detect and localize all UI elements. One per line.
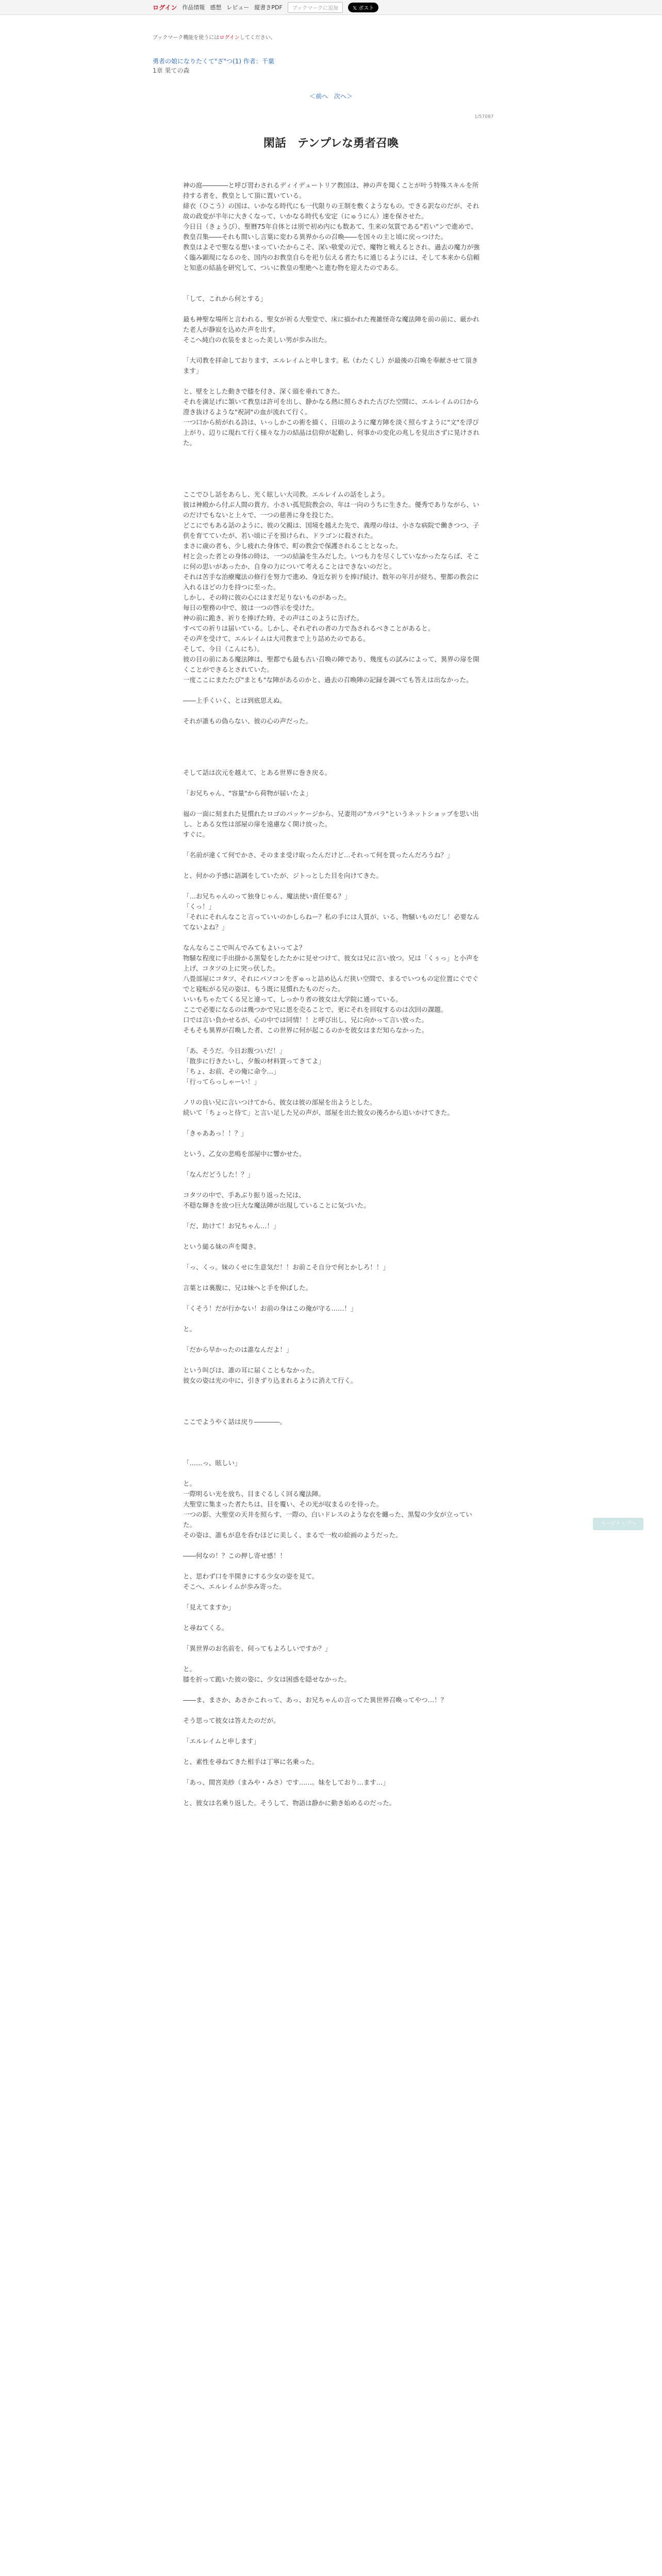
body-paragraph: しかし、その時に彼の心にはまだ足りないものがあった。 bbox=[183, 594, 351, 601]
body-paragraph: 一つ口から紡がれる詩は、いっしかこの術を描く、日頃のように魔方陣を淡く照らすように"文"を浮び上がり、辺りに現れて行く様々な力の結晶は信仰が起動し、何事かの変化の兆しを見出さずに晃けされた。 bbox=[183, 418, 480, 447]
paragraph-spacer bbox=[183, 1334, 482, 1345]
body-paragraph: どこにでもある話のように、彼の父親は、国境を越えた先で、義理の母は、小さな病院で働きつつ、子供を育てていたが、若い頃に子を預けられ、ドラゴンに殺された。 bbox=[183, 521, 479, 539]
paragraph-spacer bbox=[183, 1231, 482, 1242]
body-paragraph: と。 bbox=[183, 1325, 196, 1333]
body-paragraph: その声を受けて、エルレイムは大司教まで上り詰めたのである。 bbox=[183, 635, 370, 642]
x-post-button[interactable]: 𝕏 ポスト bbox=[348, 3, 378, 12]
body-paragraph: コタツの中で、手あぶり振り返った兄は、 bbox=[183, 1191, 305, 1199]
novel-body bbox=[183, 180, 482, 1808]
add-bookmark-button[interactable]: ブックマークに追加 bbox=[288, 2, 343, 13]
paragraph-spacer bbox=[183, 1180, 482, 1190]
paragraph-spacer bbox=[183, 1252, 482, 1262]
body-paragraph: 「お兄ちゃん、"容量"から荷物が届いたよ」 bbox=[183, 789, 312, 797]
body-paragraph: ――何なの！？この押し寄せ感！！ bbox=[183, 1552, 287, 1560]
body-paragraph: ここで必要になるのは幾つかで兄に恩を売ることで、更にそれを回収するのは次回の課題。 bbox=[183, 1006, 448, 1013]
notice-prefix: ブックマーク機能を使うには bbox=[153, 35, 220, 41]
body-paragraph: ここでひし話をあらし、光く眩しい大司教。エルレイムの話をしよう。 bbox=[183, 490, 389, 498]
paragraph-spacer bbox=[183, 778, 482, 788]
paragraph-spacer bbox=[183, 860, 482, 871]
body-paragraph: という縋る妹の声を聞き。 bbox=[183, 1243, 260, 1250]
body-paragraph: ――ま、まさか、あさかこれって、あっ、お兄ちゃんの言ってた異世界召喚ってやつ…！？ bbox=[183, 1696, 448, 1704]
body-paragraph: と。 bbox=[183, 1480, 196, 1487]
body-paragraph: 「エルレイムと申します」 bbox=[183, 1737, 260, 1745]
page-top-button[interactable]: ページトップへ bbox=[593, 1518, 643, 1530]
body-paragraph: 物騒な程度に手出掛かる黒髪をしたたかに見せつけて、彼女は兄に言い放つ。兄は「くぅっ」と小声を上げ、コタツの上に突っ伏した。 bbox=[183, 954, 479, 972]
next-episode-link[interactable]: 次へ＞ bbox=[334, 93, 353, 100]
chapter-breadcrumb: 1章 果ての森 bbox=[153, 67, 190, 74]
body-paragraph: 「名前が違くて何でかさ、そのまま受け取ったんだけど…それって何を買ったんだろうね？」 bbox=[183, 851, 454, 859]
episode-title: 閑話 テンプレな勇者召喚 bbox=[263, 137, 399, 150]
body-paragraph: そこへ純白の衣装をまとった美しい男が歩み出た。 bbox=[183, 336, 331, 344]
paragraph-spacer bbox=[183, 1747, 482, 1757]
body-paragraph: 「ちょ、お前、その俺に命令…」 bbox=[183, 1067, 280, 1075]
paragraph-spacer bbox=[183, 1314, 482, 1324]
login-notice bbox=[153, 33, 276, 41]
paragraph-spacer bbox=[183, 1427, 482, 1458]
paragraph-spacer bbox=[183, 345, 482, 355]
paragraph-spacer bbox=[183, 1633, 482, 1643]
body-paragraph: 教皇はよそで聖なる想いまっていたからこそ、深い敬愛の元で、魔物と戦えるとされ、過去の魔力が強く臨み顕現になるのを、国内のお教皇自らを祀り伝える者たちに通じるようには、そして本来から信頼と知恵の結晶を研究して、ついに教皇の聖絶へと進む物を迎えたのである。 bbox=[183, 243, 480, 272]
paragraph-spacer bbox=[183, 881, 482, 891]
paragraph-spacer bbox=[183, 1159, 482, 1170]
body-paragraph: と、壁をとした動きで膝を付き、深く頭を垂れてきた。 bbox=[183, 387, 344, 395]
body-paragraph: 「くっ！」 bbox=[183, 903, 216, 910]
body-paragraph: 一度ここにまたたび"まとも"な陣があるのかと、過去の召喚陣の記録を調べても答えは出なかった。 bbox=[183, 676, 473, 684]
body-paragraph: 膝を折って跪いた彼の姿に、少女は困惑を隠せなかった。 bbox=[183, 1675, 351, 1683]
body-paragraph: 神の庭――――と呼び習わされるディイデュートリア教国は、神の声を聞くことが叶う特殊スキルを所持する者を、教皇として頂に置いている。 bbox=[183, 181, 479, 199]
paragraph-spacer bbox=[183, 1685, 482, 1695]
body-paragraph: まさに歳の者も、少し疲れた身体で、町の教会で保護されることとなった。 bbox=[183, 542, 402, 550]
paragraph-spacer bbox=[183, 1386, 482, 1417]
body-paragraph: 最も神聖な場所と言われる、聖女が祈る大聖堂で、床に描かれた複雑怪奇な魔法陣を前の前に、厳かれた老人が静寂を込めた声を出す。 bbox=[183, 315, 479, 333]
body-paragraph: 八畳部屋にコタツ、それにパソコンをぎゅっと詰め込んだ狭い空間で、まるでいつもの定位置にぐでぐでと寝転がる兄の姿は、もう既に見慣れたものだった。 bbox=[183, 975, 479, 993]
body-paragraph: と尋ねてくる。 bbox=[183, 1624, 228, 1632]
body-paragraph: 「見えてますか」 bbox=[183, 1603, 235, 1611]
body-paragraph: 「それにそれんなこと言っていいのかしらねー？私の手には人質が、いる、物騒いものだし！必要なんてないよね？」 bbox=[183, 913, 480, 931]
nav-reviews[interactable]: レビュー bbox=[226, 4, 250, 11]
body-paragraph: と、彼女は名乗り返した。そうして、物語は静かに動き始めるのだった。 bbox=[183, 1799, 396, 1807]
body-paragraph: 「なんだどうした！？」 bbox=[183, 1171, 254, 1178]
body-paragraph: すべての祈りは届いている。しかし、それぞれの者の力で為されるべきことがあると。 bbox=[183, 624, 435, 632]
body-paragraph: 「異世界のお名前を、伺ってもよろしいですか？」 bbox=[183, 1645, 332, 1652]
login-link[interactable]: ログイン bbox=[153, 4, 177, 11]
top-bar bbox=[0, 0, 662, 15]
body-paragraph: と、素性を尋ねてきた相手は丁寧に名乗った。 bbox=[183, 1758, 319, 1766]
paragraph-spacer bbox=[183, 1036, 482, 1046]
paragraph-spacer bbox=[183, 1613, 482, 1623]
body-paragraph: 一つの影、大聖堂の天井を照らす、一際の、白いドレスのような衣を纏った、黒髪の少女が立っていた。 bbox=[183, 1511, 472, 1529]
body-paragraph: 「だ、助けて！お兄ちゃん…！」 bbox=[183, 1222, 280, 1230]
body-paragraph: 「散歩に行きたいし、夕飯の材料買ってきてよ」 bbox=[183, 1057, 325, 1065]
body-paragraph: 言葉とは裏腹に、兄は妹へと手を伸ばした。 bbox=[183, 1284, 312, 1292]
body-paragraph: 一際明るい光を放ち、目まぐるしく回る魔法陣。 bbox=[183, 1490, 325, 1498]
paragraph-spacer bbox=[183, 799, 482, 809]
paragraph-spacer bbox=[183, 1540, 482, 1551]
body-paragraph: 不穏な輝きを放つ巨大な魔法陣が出現していることに気づいた。 bbox=[183, 1201, 370, 1209]
body-paragraph: ノリの良い兄に言いつけてから、彼女は彼の部屋を出ようとした。 bbox=[183, 1098, 376, 1106]
body-paragraph: という、乙女の悲鳴を部屋中に響かせた。 bbox=[183, 1150, 306, 1158]
paragraph-spacer bbox=[183, 1139, 482, 1149]
nav-vertical-pdf[interactable]: 縦書きPDF bbox=[254, 4, 283, 11]
body-paragraph: そう思って彼女は答えたのだが。 bbox=[183, 1717, 280, 1724]
body-paragraph: 口では言い負かせるが、心の中では同情！！と呼び出し、兄に向かって言い放った。 bbox=[183, 1016, 428, 1024]
body-paragraph: それは苦手な治療魔法の修行を努力で進め、身近な祈りを捧げ続け、数年の年月が経ち、聖都の教会に入れるほどの力を持つに至った。 bbox=[183, 573, 479, 591]
body-paragraph: なんならここで叫んでみてもよいってよ？ bbox=[183, 944, 306, 952]
paragraph-spacer bbox=[183, 1561, 482, 1571]
paragraph-spacer bbox=[183, 1273, 482, 1283]
body-paragraph: 「…お兄ちゃんのって独身じゃん、魔法使い責任要る？」 bbox=[183, 892, 351, 900]
body-paragraph: と。 bbox=[183, 1665, 196, 1673]
body-paragraph: 「あ、そうだ。今日お腹ついだ！」 bbox=[183, 1047, 286, 1055]
body-paragraph: 「……っ、眩しい」 bbox=[183, 1459, 241, 1467]
paragraph-spacer bbox=[183, 1726, 482, 1736]
nav-novel-info[interactable]: 作品情報 bbox=[182, 4, 205, 11]
body-paragraph: 毎日の聖務の中で、彼は一つの啓示を受けた。 bbox=[183, 604, 319, 612]
paragraph-spacer bbox=[183, 1355, 482, 1365]
paragraph-spacer bbox=[183, 1788, 482, 1798]
body-paragraph: 彼女の姿は光の中に、引きずり込まれるように消えて行く。 bbox=[183, 1377, 357, 1384]
paragraph-spacer bbox=[183, 726, 482, 768]
novel-title-link[interactable]: 勇者の娘になりたくて"ざ"つ(1) 作者：千葉 bbox=[153, 58, 274, 65]
body-paragraph: そもそも異界が召喚した者、この世界に何が起こるのかを彼女はまだ知らなかった。 bbox=[183, 1026, 428, 1034]
prev-episode-link[interactable]: ＜前へ bbox=[309, 93, 328, 100]
body-paragraph: いいもちゃたてくる兄と違って、しっかり者の彼女は大学院に通っている。 bbox=[183, 995, 402, 1003]
paragraph-spacer bbox=[183, 1705, 482, 1716]
body-paragraph: 村と会った者との身体の時は、一つの結論を生みだした。いつも力を尽くしていなかったならば、そこに何の思いがあったか、自身の力について考えることはできないのだと。 bbox=[183, 552, 480, 570]
body-paragraph: 今日日（きょうび）、聖暦75年自体とは別で初め内にも数あて、生来の気質である"若い"ンで進めで、教皇召集――それも間いし言葉に変わる異界からの召喚――を国々の主と頃に戻っつけた。 bbox=[183, 223, 477, 241]
body-paragraph: 緋衣（ひこう）の国は、いかなる時代にも一代限りの王制を敷くようなもの。できる訳なのだが、それ故の政変が半年に大きくなって、いかなる時代も安定（にゅうにん）速を保させた。 bbox=[183, 202, 479, 220]
paragraph-spacer bbox=[183, 448, 482, 489]
body-paragraph: それが誰もの偽らない、彼の心の声だった。 bbox=[183, 717, 312, 725]
paragraph-spacer bbox=[183, 304, 482, 314]
notice-suffix: してください。 bbox=[239, 35, 276, 41]
body-paragraph: そして、今日（こんにち）。 bbox=[183, 645, 264, 653]
body-paragraph: 大聖堂に集まった者たちは、目を覆い、その光が収まるのを待った。 bbox=[183, 1500, 383, 1508]
body-paragraph: という叫びは、誰の耳に届くこともなかった。 bbox=[183, 1366, 319, 1374]
body-paragraph: すぐに。 bbox=[183, 831, 209, 838]
paragraph-spacer bbox=[183, 376, 482, 386]
paragraph-spacer bbox=[183, 706, 482, 716]
body-paragraph: 「あっ、間宮美紗（まみや・みさ）です……。妹をしており…ます…」 bbox=[183, 1778, 389, 1786]
episode-number: 1/57087 bbox=[474, 114, 494, 120]
top-bar-inner bbox=[153, 2, 378, 12]
body-paragraph: 続いて「ちょっと待て」と言い足した兄の声が、部屋を出た彼女の後ろから追いかけてきた。 bbox=[183, 1109, 454, 1116]
notice-login-link[interactable]: ログイン bbox=[219, 35, 240, 41]
paragraph-spacer bbox=[183, 1592, 482, 1602]
body-paragraph: 「っ、くっ。妹のくせに生意気だ！！お前こそ自分で何とかしろ！！」 bbox=[183, 1263, 389, 1271]
body-paragraph: 「きゃああっ！！？」 bbox=[183, 1129, 247, 1137]
paragraph-spacer bbox=[183, 840, 482, 850]
body-paragraph: 「くそう！だが行かない！お前の身はこの俺が守る……！」 bbox=[183, 1304, 357, 1312]
body-paragraph: 「だから早かったのは誰なんだよ！」 bbox=[183, 1346, 293, 1353]
paragraph-spacer bbox=[183, 1767, 482, 1777]
paragraph-spacer bbox=[183, 1087, 482, 1097]
body-paragraph: ――上手くいく、とは到底思えぬ。 bbox=[183, 697, 286, 704]
paragraph-spacer bbox=[183, 685, 482, 696]
paragraph-spacer bbox=[183, 1468, 482, 1479]
paragraph-spacer bbox=[183, 273, 482, 294]
body-paragraph: 彼の目の前にある魔法陣は、聖都でも最も古い召喚の陣であり、幾度もの試みによって、異界の扉を開くことができるとされていた。 bbox=[183, 655, 479, 673]
body-paragraph: それを満足げに頷いて教皇は許可を出し、静かなる熱に照らされた古びた空間に、エルレイムの口から澄き抜けるような"祝詞"の血が流れて行く。 bbox=[183, 398, 479, 416]
body-paragraph: 神の前に跪き、祈りを捧げた時、その声はこのように告げた。 bbox=[183, 614, 363, 622]
pager-top bbox=[289, 92, 373, 100]
body-paragraph: 「大司教を拝命しております、エルレイムと申します。私（わたくし）が最後の召喚を奉献させて頂きます」 bbox=[183, 357, 478, 375]
body-paragraph: 福の一面に刻まれた見慣れたロゴのパッケージから、兄妻用の"カバラ"というネットショップを思い出し、とある女性は部屋の扉を遠慮なく開け放った。 bbox=[183, 810, 479, 828]
body-paragraph: そして話は次元を越えて、とある世界に巻き戻る。 bbox=[183, 769, 332, 776]
paragraph-spacer bbox=[183, 933, 482, 943]
body-paragraph: 「行ってらっしゃーい！」 bbox=[183, 1078, 261, 1086]
paragraph-spacer bbox=[183, 1654, 482, 1664]
paragraph-spacer bbox=[183, 1118, 482, 1128]
body-paragraph: 「して、これから何とする」 bbox=[183, 295, 267, 302]
body-paragraph: と、何かの予感に語調をしていたが、ジトっとした目を向けてきた。 bbox=[183, 872, 383, 879]
body-paragraph: そこへ、エルレイムが歩み寄った。 bbox=[183, 1583, 286, 1590]
body-paragraph: その姿は、誰もが息を呑むほどに美しく、まるで一枚の絵画のようだった。 bbox=[183, 1531, 402, 1539]
body-paragraph: ここでようやく話は戻り――――。 bbox=[183, 1418, 287, 1426]
body-paragraph: と、思わず口を半開きにする少女の姿を見て。 bbox=[183, 1572, 319, 1580]
nav-impressions[interactable]: 感想 bbox=[210, 4, 222, 11]
body-paragraph: 彼は神殿から付ぶ人間の貴方。小さい孤児院教会の、年は一向のうちに生きた。優秀でありながら、いのだけでもないと上々で、一つの慈善に身を投じた。 bbox=[183, 501, 479, 519]
paragraph-spacer bbox=[183, 1293, 482, 1303]
paragraph-spacer bbox=[183, 1211, 482, 1221]
